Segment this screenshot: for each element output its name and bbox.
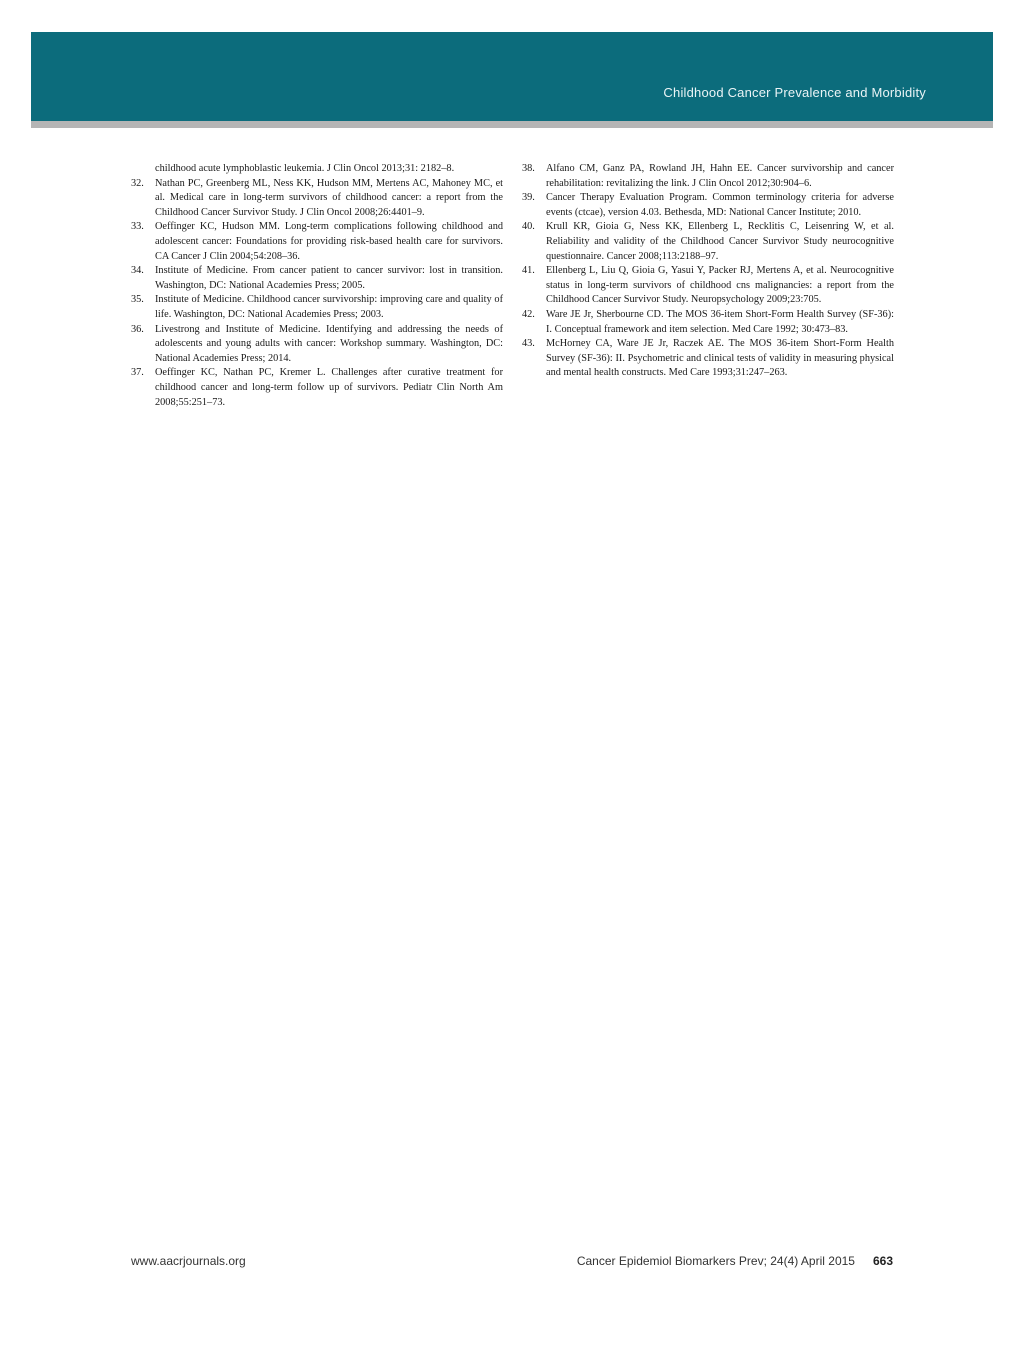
header-rule: [31, 121, 993, 128]
reference-text: Oeffinger KC, Hudson MM. Long-term complications following childhood and adolescent cancer: Foundations for providing risk-based health care for survivors. CA Cancer J Clin 2004;54:208–36.: [155, 221, 503, 262]
references-right-column: [522, 162, 894, 381]
reference-text: Institute of Medicine. From cancer patient to cancer survivor: lost in transition. Washington, DC: National Academies Press; 2005.: [155, 265, 503, 291]
reference-number: 36.: [131, 323, 144, 335]
reference-number: 41.: [522, 265, 535, 277]
footer-url-text[interactable]: www.aacrjournals.org: [131, 1254, 246, 1268]
reference-item: [522, 220, 894, 264]
reference-text: Nathan PC, Greenberg ML, Ness KK, Hudson MM, Mertens AC, Mahoney MC, et al. Medical care in long-term survivors of childhood cancer: a report from the Childhood Cancer Survivor Study. J Clin Oncol 2008;26:4401–9.: [155, 177, 503, 218]
reference-number: 38.: [522, 163, 535, 174]
reference-item: [131, 264, 503, 293]
running-title: Childhood Cancer Prevalence and Morbidity: [663, 85, 926, 100]
reference-text: Krull KR, Gioia G, Ness KK, Ellenberg L, Recklitis C, Leisenring W, et al. Reliability and validity of the Childhood Cancer Survivor Study neurocognitive questionnaire. Cancer 2008;113:2188–97.: [546, 221, 894, 262]
reference-item: [522, 308, 894, 337]
reference-number: 40.: [522, 221, 535, 233]
header-band: [31, 32, 993, 121]
reference-item: [131, 293, 503, 322]
reference-text: Ellenberg L, Liu Q, Gioia G, Yasui Y, Packer RJ, Mertens A, et al. Neurocognitive status in long-term survivors of childhood cns malignancies: a report from the Childhood Cancer Survivor Study. Neuropsychology 2009;23:705.: [546, 265, 894, 306]
footer-citation: [577, 1254, 893, 1268]
reference-item: [522, 337, 894, 381]
reference-number: 33.: [131, 221, 144, 233]
reference-number: 43.: [522, 338, 535, 350]
footer-journal-url[interactable]: [131, 1254, 246, 1268]
reference-number: 32.: [131, 177, 144, 189]
reference-text: Cancer Therapy Evaluation Program. Common terminology criteria for adverse events (ctcae), version 4.03. Bethesda, MD: National Cancer Institute; 2010.: [546, 192, 894, 218]
reference-text: Ware JE Jr, Sherbourne CD. The MOS 36-item Short-Form Health Survey (SF-36): I. Conceptual framework and item selection. Med Care 1992; 30:473–83.: [546, 308, 894, 335]
reference-item: [131, 177, 503, 221]
reference-number: 37.: [131, 367, 144, 379]
reference-text: Oeffinger KC, Nathan PC, Kremer L. Challenges after curative treatment for childhood cancer and long-term follow up of survivors. Pediatr Clin North Am 2008;55:251–73.: [155, 367, 503, 408]
footer-journal-text: Cancer Epidemiol Biomarkers Prev; 24(4) April 2015: [576, 1254, 855, 1268]
reference-item: [131, 366, 503, 410]
reference-text: Institute of Medicine. Childhood cancer survivorship: improving care and quality of life. Washington, DC: National Academies Press; 2003.: [155, 294, 503, 320]
reference-text: Alfano CM, Ganz PA, Rowland JH, Hahn EE. Cancer survivorship and cancer rehabilitation: revitalizing the link. J Clin Oncol 2012;30:904–6.: [546, 163, 894, 189]
reference-item: [131, 220, 503, 264]
reference-number: 42.: [522, 308, 535, 320]
reference-number: 34.: [131, 265, 144, 277]
page-number: 663: [872, 1254, 893, 1268]
reference-item: [131, 323, 503, 367]
reference-item: [522, 264, 894, 308]
reference-number: 39.: [522, 192, 535, 204]
reference-text: Livestrong and Institute of Medicine. Identifying and addressing the needs of adolescents and young adults with cancer: Workshop summary. Washington, DC: National Academies Press; 2014.: [155, 323, 503, 364]
reference-text: childhood acute lymphoblastic leukemia. J Clin Oncol 2013;31: 2182–8.: [155, 163, 455, 174]
reference-text: McHorney CA, Ware JE Jr, Raczek AE. The MOS 36-item Short-Form Health Survey (SF-36): II. Psychometric and clinical tests of validity in measuring physical and mental health constructs. Med Care 1993;31:247–263.: [546, 338, 894, 379]
reference-number: 35.: [131, 294, 144, 306]
references-left-column: [131, 162, 503, 410]
reference-item: [131, 162, 503, 177]
reference-item: [522, 191, 894, 220]
reference-item: [522, 162, 894, 191]
